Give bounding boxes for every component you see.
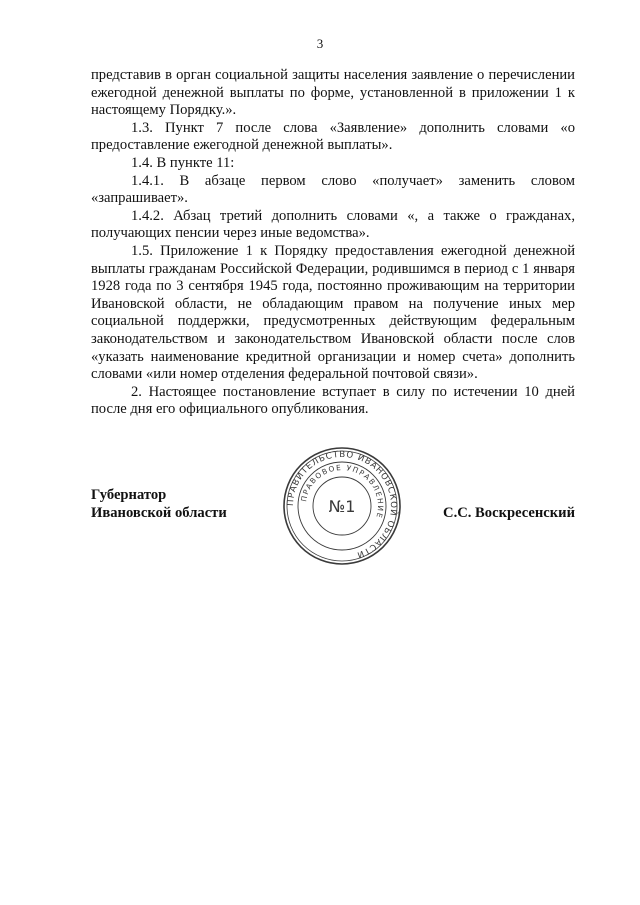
paragraph-1-5: 1.5. Приложение 1 к Порядку предоставления ежегодной денежной выплаты гражданам Российской Федерации, родившимся в период с 1 января 1928 года по 3 сентября 1945 года, постоянно проживающим на территории Ивановской области, не обладающим правом на получение иных мер социальной поддержки, предусмотренных действующим федеральным законодательством и законодательством Ивановской области после слов «указать наименование кредитной организации и номер счета» дополнить словами «или номер отделения федеральной почтовой связи». [91,242,575,383]
paragraph-1-4: 1.4. В пункте 11: [131,154,235,171]
paragraph-1-4-2: 1.4.2. Абзац третий дополнить словами «, а также о гражданах, получающих пенсии через иные ведомства». [91,207,575,242]
stamp-center-number: №1 [328,497,356,516]
stamp-inner-text: ПРАВОВОЕ УПРАВЛЕНИЕ [299,462,386,520]
signatory-name: С.С. Воскресенский [443,505,575,521]
paragraph-2: 2. Настоящее постановление вступает в силу по истечении 10 дней после дня его официального опубликования. [91,383,575,418]
page-number: 3 [316,36,324,51]
signatory-title-line-1: Губернатор [91,487,167,503]
signatory-title [91,486,227,522]
stamp-outer-text: ПРАВИТЕЛЬСТВО ИВАНОВСКОЙ ОБЛАСТИ [285,449,399,560]
paragraph-1-3: 1.3. Пункт 7 после слова «Заявление» дополнить словами «о предоставление ежегодной денежной выплаты». [91,119,575,154]
paragraph-continuation: представив в орган социальной защиты населения заявление о перечислении ежегодной денежной выплаты по форме, установленной в приложении 1 к настоящему Порядку.». [91,67,575,119]
document-body [91,67,575,419]
official-stamp [282,446,402,566]
signatory-title-line-2: Ивановской области [91,505,227,521]
paragraph-1-4-1: 1.4.1. В абзаце первом слово «получает» заменить словом «запрашивает». [91,172,575,207]
